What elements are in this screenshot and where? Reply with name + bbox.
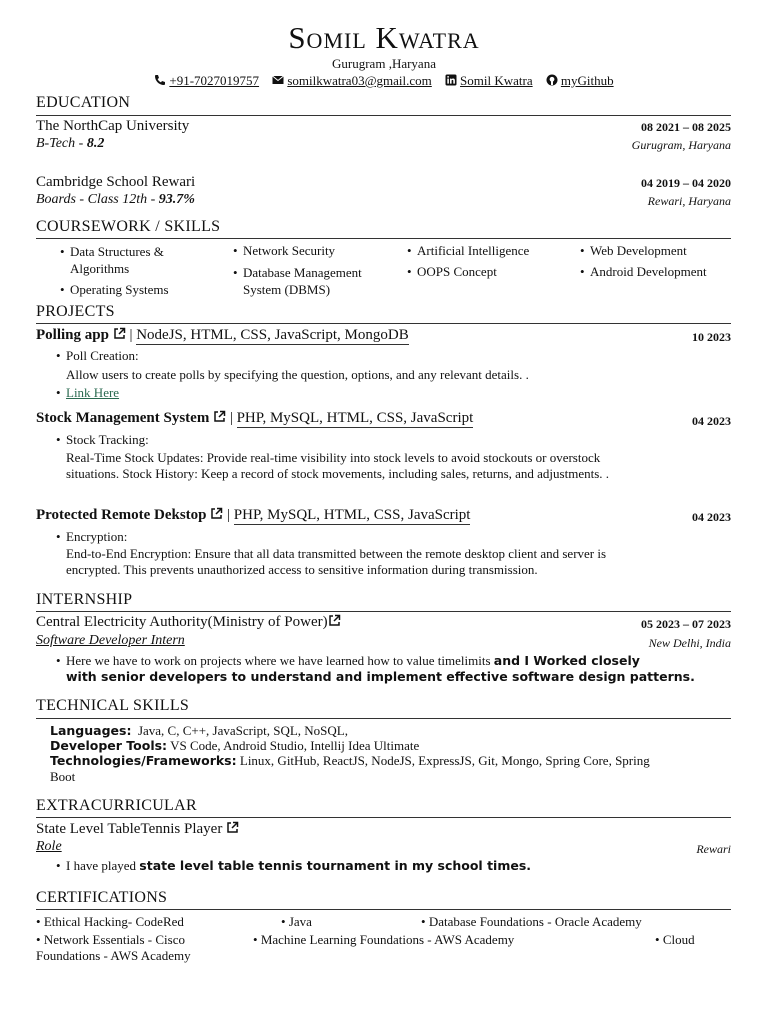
project-tech: PHP, MySQL, HTML, CSS, JavaScript [233, 507, 471, 523]
list-item: • Data Structures & Algorithms [70, 243, 210, 277]
project-bullet: • Encryption: [66, 529, 127, 545]
certification-item: • Database Foundations - Oracle Academy [421, 914, 642, 929]
project-link[interactable]: • Link Here [66, 385, 119, 401]
certification-item: • Network Essentials - Cisco [36, 932, 185, 947]
project-name: Protected Remote Dekstop [36, 507, 207, 523]
external-link-icon[interactable] [210, 507, 223, 520]
education-place: Gurugram, Haryana [631, 138, 731, 152]
external-link-icon[interactable] [213, 410, 226, 423]
project-bullet: • Stock Tracking: [66, 432, 149, 448]
project-description: situations. Stock History: Keep a record of stock movements, including sales, returns, and adjustments. . [66, 466, 610, 481]
extracurricular-rule [36, 817, 731, 818]
list-item: • Android Development [590, 264, 707, 280]
github-link[interactable]: myGithub [560, 73, 614, 88]
project-name: Polling app [36, 327, 109, 343]
project-description: End-to-End Encryption: Ensure that all data transmitted between the remote desktop client and server is [66, 546, 607, 561]
project-title-row: Protected Remote Dekstop | PHP, MySQL, HTML, CSS, JavaScript [36, 507, 471, 523]
extracurricular-title-row [36, 821, 239, 838]
project-description: encrypted. This prevents unauthorized access to sensitive information during transmission. [66, 562, 538, 577]
frameworks-row: Boot [50, 769, 76, 784]
technical-heading: TECHNICAL SKILLS [36, 697, 190, 714]
list-item: • Database Management System (DBMS) [243, 264, 393, 298]
education-degree: Boards - Class 12th - 93.7% [36, 192, 195, 207]
phone-icon [154, 74, 166, 86]
education-degree: B-Tech - 8.2 [36, 136, 105, 151]
internship-role: Software Developer Intern [36, 633, 185, 648]
project-bullet: • Poll Creation: [66, 348, 139, 364]
project-tech: NodeJS, HTML, CSS, JavaScript, MongoDB [136, 327, 409, 343]
projects-rule [36, 323, 731, 324]
project-date: 10 2023 [692, 330, 731, 344]
envelope-icon [272, 74, 284, 86]
internship-rule [36, 611, 731, 612]
external-link-icon[interactable] [226, 821, 239, 834]
github-icon [546, 74, 558, 86]
contact-bar [0, 73, 768, 89]
extracurricular-role: Role [36, 839, 62, 854]
frameworks-row: Technologies/Frameworks: Linux, GitHub, ReactJS, NodeJS, ExpressJS, Git, Mongo, Spring Core, Spring [50, 753, 650, 768]
project-tech: PHP, MySQL, HTML, CSS, JavaScript [236, 410, 474, 426]
education-school: The NorthCap University [36, 118, 190, 134]
project-description: Allow users to create polls by specifying the question, options, and any relevant details. . [66, 367, 529, 382]
extracurricular-name: State Level TableTennis Player [36, 821, 223, 837]
email-link[interactable]: somilkwatra03@gmail.com [287, 73, 432, 88]
languages-row: Languages: Java, C, C++, JavaScript, SQL, NoSQL, [50, 723, 348, 738]
project-description: Real-Time Stock Updates: Provide real-time visibility into stock levels to avoid stockouts or overstock [66, 450, 601, 465]
tools-row: Developer Tools: VS Code, Android Studio, Intellij Idea Ultimate [50, 738, 420, 753]
certification-item: • Java [281, 914, 312, 929]
projects-heading: PROJECTS [36, 303, 115, 320]
coursework-heading: COURSEWORK / SKILLS [36, 218, 221, 235]
external-link-icon[interactable] [113, 327, 126, 340]
certification-item: • Cloud [655, 932, 695, 947]
list-item: • Network Security [243, 243, 335, 259]
certifications-heading: CERTIFICATIONS [36, 889, 168, 906]
certifications-rule [36, 909, 731, 910]
linkedin-link[interactable]: Somil Kwatra [460, 73, 533, 88]
education-heading: EDUCATION [36, 94, 131, 111]
extracurricular-place: Rewari [696, 842, 731, 856]
education-dates: 04 2019 – 04 2020 [641, 176, 731, 190]
education-rule [36, 115, 731, 116]
project-date: 04 2023 [692, 510, 731, 524]
project-name: Stock Management System [36, 410, 210, 426]
internship-dates: 05 2023 – 07 2023 [641, 617, 731, 631]
internship-heading: INTERNSHIP [36, 591, 133, 608]
phone-link[interactable]: +91-7027019757 [169, 73, 260, 88]
project-title-row: Stock Management System | PHP, MySQL, HTML, CSS, JavaScript [36, 410, 474, 426]
extracurricular-description: • I have played state level table tennis tournament in my school times. [66, 858, 531, 874]
external-link-icon[interactable] [328, 614, 341, 627]
certification-item: • Ethical Hacking- CodeRed [36, 914, 184, 929]
linkedin-icon [445, 74, 457, 86]
project-date: 04 2023 [692, 414, 731, 428]
project-title-row: Polling app | NodeJS, HTML, CSS, JavaScript, MongoDB [36, 327, 409, 343]
list-item: • Artificial Intelligence [417, 243, 529, 259]
certification-item: • Machine Learning Foundations - AWS Academy [253, 932, 515, 947]
list-item: • Web Development [590, 243, 687, 259]
list-item: • Operating Systems [70, 282, 169, 298]
list-item: • OOPS Concept [417, 264, 497, 280]
internship-description: • Here we have to work on projects where we have learned how to value timelimits and I Worked closely [66, 653, 640, 669]
certification-item-continued: Foundations - AWS Academy [36, 948, 191, 963]
internship-description: with senior developers to understand and implement effective software design patterns. [66, 669, 695, 684]
education-dates: 08 2021 – 08 2025 [641, 120, 731, 134]
candidate-name: Somil Kwatra [288, 20, 480, 55]
internship-org-row [36, 614, 341, 631]
education-place: Rewari, Haryana [647, 194, 731, 208]
internship-place: New Delhi, India [648, 636, 731, 650]
education-school: Cambridge School Rewari [36, 174, 196, 190]
technical-rule [36, 718, 731, 719]
coursework-rule [36, 238, 731, 239]
internship-org: Central Electricity Authority(Ministry of Power) [36, 614, 328, 630]
candidate-location: Gurugram ,Haryana [332, 56, 436, 71]
extracurricular-heading: EXTRACURRICULAR [36, 797, 197, 814]
